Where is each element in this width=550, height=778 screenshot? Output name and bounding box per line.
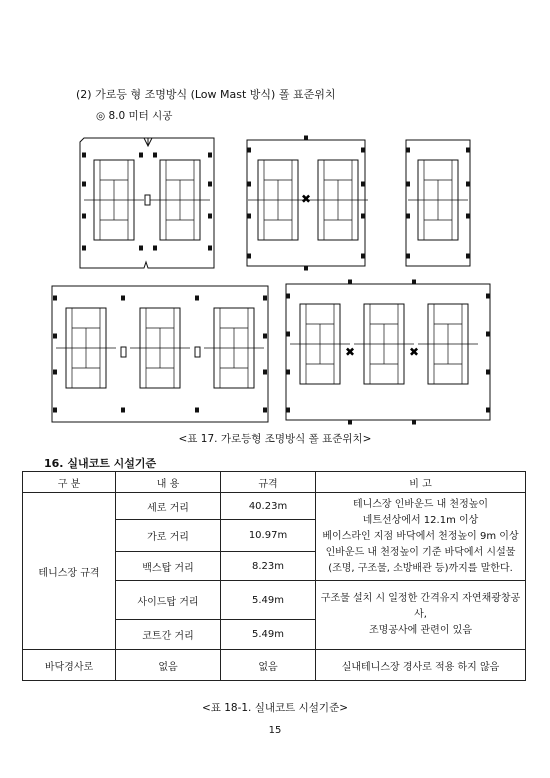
- section-title: 16. 실내코트 시설기준: [44, 457, 157, 470]
- header-content: 내 용: [116, 472, 221, 493]
- item-cell: 가로 거리: [116, 520, 221, 552]
- note-line: 인바운드 내 천정높이 기준 바닥에서 시설물: [325, 546, 516, 558]
- note-line: 조명공사에 관련이 있음: [369, 625, 472, 636]
- spec-cell: 10.97m: [221, 520, 316, 552]
- figure-subheading: ◎ 8.0 미터 시공: [96, 110, 173, 122]
- page-number: 15: [268, 725, 282, 736]
- item-cell: 백스탑 거리: [116, 552, 221, 581]
- note-cell-structure: [316, 581, 526, 650]
- note-line: 구조물 설치 시 일정한 간격유지 자연채광창공사,: [320, 593, 521, 620]
- floor-content-cell: 없음: [116, 650, 221, 681]
- table-row: [23, 650, 526, 681]
- diagram-two-courts-center: [247, 136, 368, 271]
- note-line: 테니스장 인바운드 내 천정높이: [352, 498, 489, 510]
- note-line: 베이스라인 지점 바닥에서 천정높이 9m 이상: [322, 530, 519, 542]
- svg-text:✖: ✖: [408, 345, 420, 359]
- table-caption: <표 18-1. 실내코트 시설기준>: [201, 702, 349, 714]
- header-category: 구 분: [23, 472, 116, 493]
- spec-cell: 5.49m: [221, 620, 316, 650]
- header-note: 비 고: [316, 472, 526, 493]
- table-row: [23, 493, 526, 520]
- header-spec: 규격: [221, 472, 316, 493]
- facility-spec-table: [22, 471, 526, 681]
- svg-text:✖: ✖: [344, 345, 356, 359]
- spec-cell: 8.23m: [221, 552, 316, 581]
- item-cell: 세로 거리: [116, 493, 221, 520]
- table-header-row: [23, 472, 526, 493]
- floor-category-cell: 바닥경사로: [23, 650, 116, 681]
- item-cell: 사이드탑 거리: [116, 581, 221, 620]
- figure-caption: <표 17. 가로등형 조명방식 폴 표준위치>: [178, 433, 372, 445]
- note-line: 네트선상에서 12.1m 이상: [362, 514, 479, 526]
- diagram-three-courts: [52, 286, 268, 422]
- diagram-two-courts: [80, 138, 214, 268]
- diagram-single-court: [406, 140, 470, 266]
- floor-note-cell: 실내테니스장 경사로 적용 하지 않음: [316, 650, 526, 681]
- svg-text:✖: ✖: [300, 192, 312, 206]
- floor-spec-cell: 없음: [221, 650, 316, 681]
- spec-cell: 40.23m: [221, 493, 316, 520]
- diagram-three-courts-center: [286, 280, 490, 425]
- spec-cell: 5.49m: [221, 581, 316, 620]
- note-cell-ceiling: [316, 493, 526, 581]
- note-line: (조명, 구조물, 소방배관 등)까지를 말한다.: [328, 562, 513, 574]
- figure-heading: (2) 가로등 형 조명방식 (Low Mast 방식) 폴 표준위치: [76, 88, 336, 101]
- item-cell: 코트간 거리: [116, 620, 221, 650]
- group-label-cell: 테니스장 규격: [23, 493, 116, 650]
